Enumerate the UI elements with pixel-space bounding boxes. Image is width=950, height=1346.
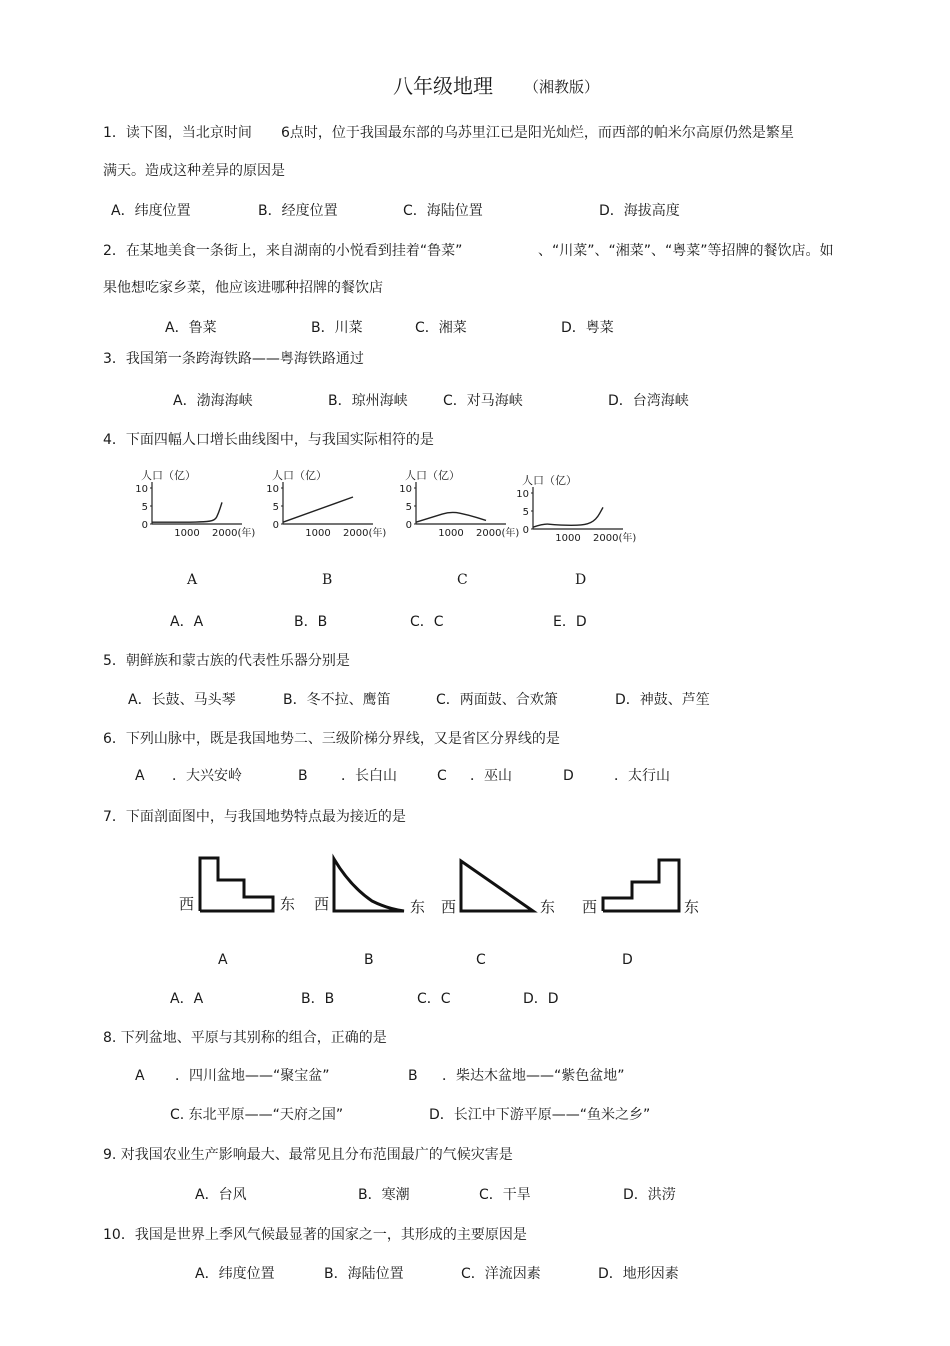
question-2-text-b: 、“川菜”、“湘菜”、“粤菜”等招牌的餐饮店。如	[538, 243, 834, 259]
question-6-option-c[interactable]: ．巫山	[470, 768, 512, 784]
chart-c-ytick-label: 5	[405, 502, 412, 513]
profile-a-west: 西	[179, 895, 195, 913]
chart-label-a: A	[187, 572, 198, 588]
question-5-text: 5．朝鲜族和蒙古族的代表性乐器分别是	[103, 653, 350, 669]
chart-c-ylabel: 人口（亿）	[405, 469, 460, 482]
chart-d-ylabel: 人口（亿）	[522, 474, 577, 487]
question-8-letter-b[interactable]: B	[408, 1068, 418, 1084]
chart-c-ytick-label: 0	[405, 520, 412, 531]
question-3-option-c[interactable]: C．对马海峡	[443, 393, 523, 409]
question-10-text: 10．我国是世界上季风气候最显著的国家之一，其形成的主要原因是	[103, 1227, 527, 1243]
chart-b-ylabel: 人口（亿）	[272, 469, 327, 482]
question-5-option-d[interactable]: D．神鼓、芦笙	[615, 692, 710, 708]
chart-b-xtick-label: 2000(年)	[343, 528, 387, 539]
chart-b-xtick-label: 1000	[305, 528, 331, 539]
chart-c-ytick-label: 10	[399, 484, 412, 495]
chart-a-series-line	[152, 502, 222, 522]
question-6-letter-d[interactable]: D	[563, 768, 574, 784]
profile-b-east: 东	[410, 898, 426, 916]
profile-c-west: 西	[441, 898, 457, 916]
question-1-option-d[interactable]: D．海拔高度	[599, 203, 680, 219]
question-6-text: 6．下列山脉中，既是我国地势二、三级阶梯分界线，又是省区分界线的是	[103, 731, 560, 747]
chart-a-ytick-label: 10	[135, 484, 148, 495]
question-4-option-c[interactable]: C．C	[410, 614, 444, 630]
profile-a-east: 东	[280, 895, 296, 913]
question-2-option-a[interactable]: A．鲁菜	[165, 320, 217, 336]
chart-c-xtick-label: 2000(年)	[476, 528, 520, 539]
question-9-option-a[interactable]: A．台风	[195, 1187, 247, 1203]
page-subtitle: （湘教版）	[524, 78, 600, 96]
chart-b-ytick-label: 0	[272, 520, 279, 531]
chart-b-ytick-label: 10	[266, 484, 279, 495]
question-4-text: 4．下面四幅人口增长曲线图中，与我国实际相符的是	[103, 432, 434, 448]
question-9-option-b[interactable]: B．寒潮	[358, 1187, 410, 1203]
profile-d-west: 西	[582, 898, 598, 916]
chart-b-ytick-label: 5	[272, 502, 279, 513]
chart-d-xtick-label: 2000(年)	[593, 533, 637, 544]
question-8-option-d[interactable]: D．长江中下游平原——“鱼米之乡”	[429, 1107, 651, 1123]
question-2-text-a: 2．在某地美食一条街上，来自湖南的小悦看到挂着“鲁菜”	[103, 243, 463, 259]
question-1-text-a: 1．读下图，当北京时间	[103, 125, 252, 141]
question-4-option-b[interactable]: B．B	[294, 614, 328, 630]
profile-b-shape	[334, 859, 404, 911]
profile-c-shape	[461, 861, 533, 911]
question-10-option-d[interactable]: D．地形因素	[598, 1266, 679, 1282]
chart-c-xtick-label: 1000	[438, 528, 464, 539]
terrain-profiles	[0, 846, 950, 926]
question-5-option-a[interactable]: A．长鼓、马头琴	[128, 692, 236, 708]
profile-label-d: D	[622, 952, 633, 968]
question-6-letter-b[interactable]: B	[298, 768, 308, 784]
question-9-option-c[interactable]: C．干旱	[479, 1187, 531, 1203]
chart-a-xtick-label: 1000	[174, 528, 200, 539]
profile-b-west: 西	[314, 895, 330, 913]
population-charts	[0, 464, 950, 554]
question-5-option-b[interactable]: B．冬不拉、鹰笛	[283, 692, 391, 708]
question-8-text: 8. 下列盆地、平原与其别称的组合，正确的是	[103, 1030, 387, 1046]
question-10-option-a[interactable]: A．纬度位置	[195, 1266, 275, 1282]
question-1-option-c[interactable]: C．海陆位置	[403, 203, 483, 219]
chart-d-ytick-label: 5	[522, 507, 529, 518]
chart-a-xtick-label: 2000(年)	[212, 528, 256, 539]
question-1-option-a[interactable]: A．纬度位置	[111, 203, 191, 219]
chart-a-ylabel: 人口（亿）	[141, 469, 196, 482]
chart-d-xtick-label: 1000	[555, 533, 581, 544]
question-2-option-d[interactable]: D．粤菜	[561, 320, 614, 336]
chart-b-series-line	[283, 497, 353, 522]
question-7-option-b[interactable]: B．B	[301, 991, 335, 1007]
chart-d-ytick-label: 10	[516, 489, 529, 500]
question-2-text-c: 果他想吃家乡菜，他应该进哪种招牌的餐饮店	[103, 280, 383, 296]
question-8-option-b[interactable]: ．柴达木盆地——“紫色盆地”	[442, 1068, 625, 1084]
profile-d-east: 东	[684, 898, 700, 916]
question-7-option-c[interactable]: C．C	[417, 991, 451, 1007]
chart-d-ytick-label: 0	[522, 525, 529, 536]
question-9-text: 9. 对我国农业生产影响最大、最常见且分布范围最广的气候灾害是	[103, 1147, 513, 1163]
question-9-option-d[interactable]: D．洪涝	[623, 1187, 676, 1203]
question-6-letter-a[interactable]: A	[135, 768, 145, 784]
question-4-option-d[interactable]: E．D	[553, 614, 587, 630]
question-6-letter-c[interactable]: C	[437, 768, 447, 784]
question-10-option-b[interactable]: B．海陆位置	[324, 1266, 404, 1282]
profile-c-east: 东	[540, 898, 556, 916]
question-7-option-a[interactable]: A．A	[170, 991, 204, 1007]
question-6-option-d[interactable]: ．太行山	[614, 768, 670, 784]
page-title: 八年级地理	[393, 74, 493, 98]
question-10-option-c[interactable]: C．洋流因素	[461, 1266, 541, 1282]
question-1-option-b[interactable]: B．经度位置	[258, 203, 338, 219]
chart-a-ytick-label: 0	[141, 520, 148, 531]
profile-a-shape	[200, 858, 273, 911]
question-6-option-a[interactable]: ．大兴安岭	[172, 768, 242, 784]
chart-c-series-line	[416, 512, 486, 522]
chart-label-d: D	[575, 572, 587, 588]
question-3-option-d[interactable]: D．台湾海峡	[608, 393, 689, 409]
question-8-letter-a[interactable]: A	[135, 1068, 145, 1084]
question-3-option-a[interactable]: A．渤海海峡	[173, 393, 253, 409]
profile-d-shape	[603, 860, 679, 911]
chart-label-c: C	[457, 572, 468, 588]
question-7-option-d[interactable]: D．D	[523, 991, 559, 1007]
question-8-option-a[interactable]: ．四川盆地——“聚宝盆”	[175, 1068, 330, 1084]
question-7-text: 7．下面剖面图中，与我国地势特点最为接近的是	[103, 809, 406, 825]
question-5-option-c[interactable]: C．两面鼓、合欢箫	[436, 692, 558, 708]
question-1-text-b: 6点时，位于我国最东部的乌苏里江已是阳光灿烂，而西部的帕米尔高原仍然是繁星	[281, 125, 794, 141]
question-1-text-c: 满天。造成这种差异的原因是	[103, 163, 285, 179]
profile-label-b: B	[364, 952, 374, 968]
question-8-option-c[interactable]: C. 东北平原——“天府之国”	[170, 1107, 344, 1123]
chart-d-series-line	[533, 507, 603, 527]
question-3-text: 3．我国第一条跨海铁路——粤海铁路通过	[103, 351, 364, 367]
profile-label-a: A	[218, 952, 228, 968]
chart-label-b: B	[322, 572, 333, 588]
question-6-option-b[interactable]: ．长白山	[341, 768, 397, 784]
profile-label-c: C	[476, 952, 486, 968]
chart-a-ytick-label: 5	[141, 502, 148, 513]
question-2-option-b[interactable]: B．川菜	[311, 320, 363, 336]
question-4-option-a[interactable]: A．A	[170, 614, 204, 630]
question-3-option-b[interactable]: B．琼州海峡	[328, 393, 408, 409]
question-2-option-c[interactable]: C．湘菜	[415, 320, 467, 336]
